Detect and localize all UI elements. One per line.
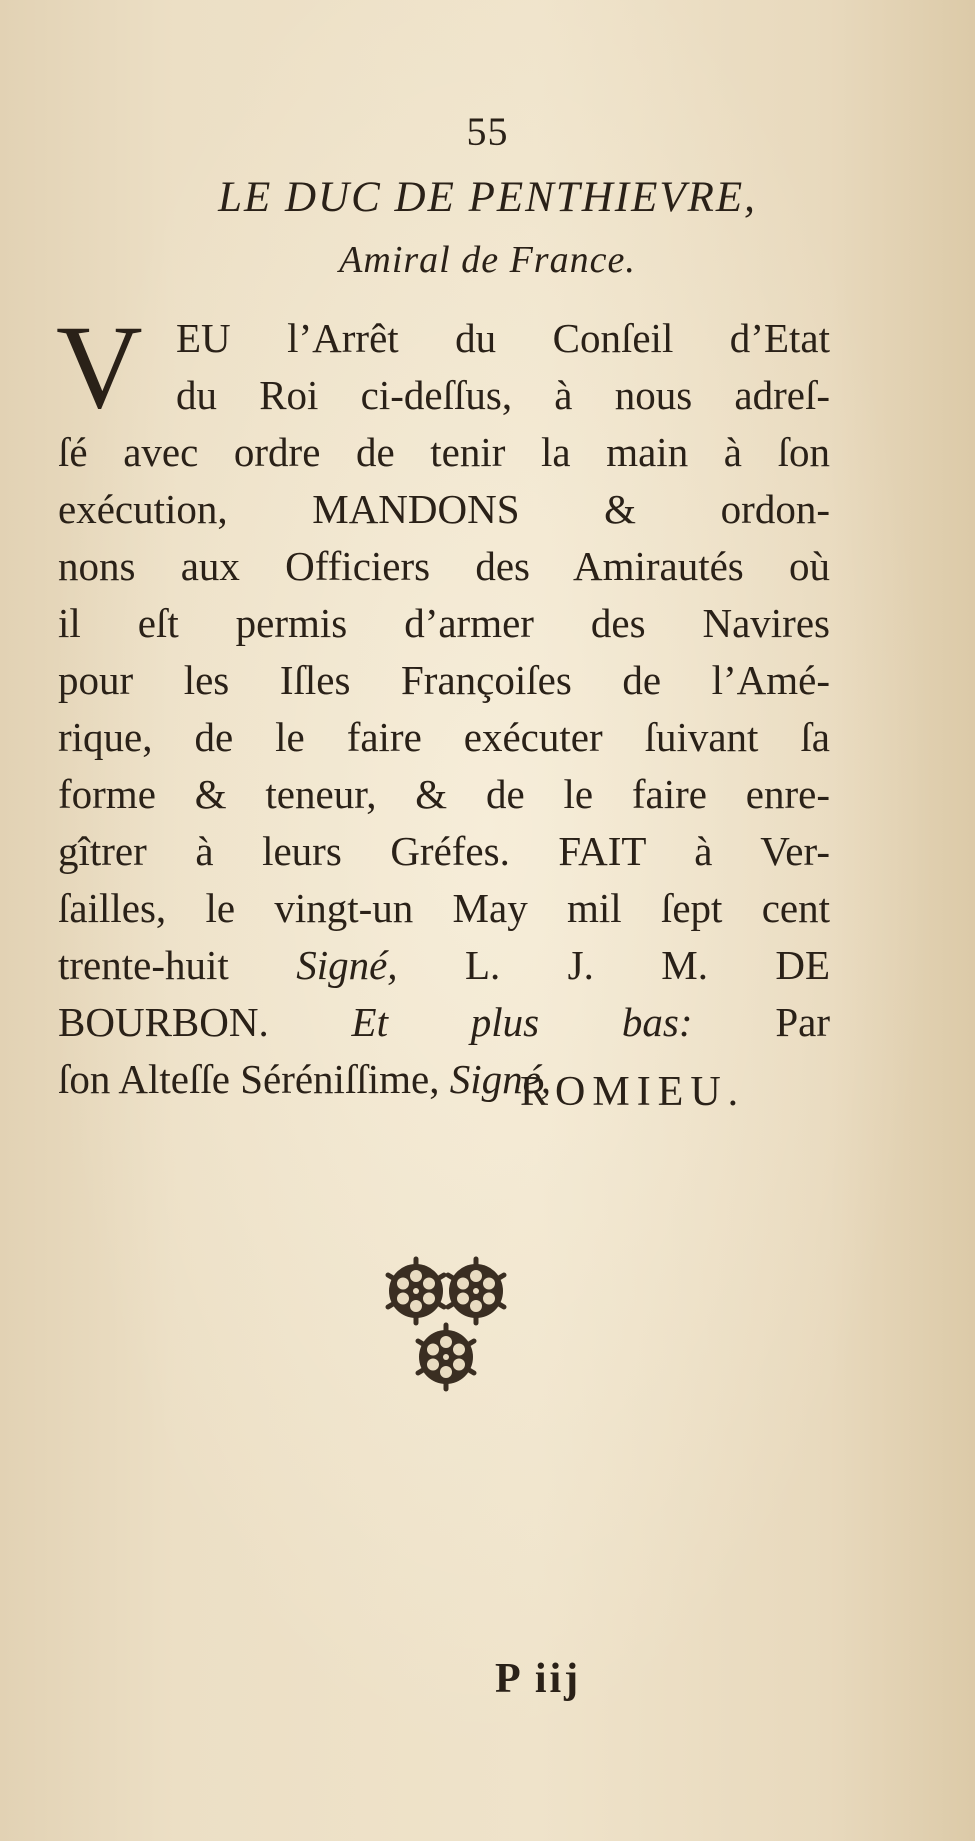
signe-label: Signé, xyxy=(296,942,398,988)
altesse-text: ſon Alteſſe Séréniſſime, xyxy=(58,1056,440,1102)
signe-label-2: Signé, xyxy=(449,1056,552,1102)
signature-mark: P iij xyxy=(495,1656,582,1702)
body-line-10: gîtrer à leurs Gréfes. FAIT à Ver- xyxy=(58,828,830,874)
body-line-4: exécution, MANDONS & ordon- xyxy=(58,486,830,532)
par-label: Par xyxy=(775,999,831,1045)
body-line-9: forme & teneur, & de le faire enre- xyxy=(58,771,830,817)
signatory-name: L. J. M. DE xyxy=(464,942,831,988)
date-text: trente-huit xyxy=(58,942,229,988)
signatory-name-cont: BOURBON. xyxy=(58,999,269,1045)
body-line-6: il eſt permis d’armer des Navires xyxy=(58,600,830,646)
body-line-5: nons aux Officiers des Amirautés où xyxy=(58,543,830,589)
body-line-2: du Roi ci-deſſus, à nous adreſ- xyxy=(176,372,830,418)
body-line-13 xyxy=(58,994,830,1051)
et-plus-bas-label: Et plus bas: xyxy=(351,999,693,1045)
body-line-3: ſé avec ordre de tenir la main à ſon xyxy=(58,429,830,475)
body-line-8: rique, de le faire exécuter ſuivant ſa xyxy=(58,714,830,760)
body-line-1: EU l’Arrêt du Conſeil d’Etat xyxy=(176,315,830,361)
ordinance-body xyxy=(56,300,831,1108)
ordinance-heading: LE DUC DE PENTHIEVRE, xyxy=(218,174,757,221)
flower-ornament-icon xyxy=(384,1255,508,1395)
body-line-7: pour les Iſles Françoiſes de l’Amé- xyxy=(58,657,830,703)
page-number: 55 xyxy=(466,109,509,154)
body-line-11: ſailles, le vingt-un May mil ſept cent xyxy=(58,885,830,931)
body-line-12 xyxy=(58,937,830,994)
ordinance-subheading: Amiral de France. xyxy=(339,239,636,281)
secretary-signature: ROMIEU. xyxy=(520,1069,746,1115)
drop-cap: V xyxy=(56,300,143,433)
